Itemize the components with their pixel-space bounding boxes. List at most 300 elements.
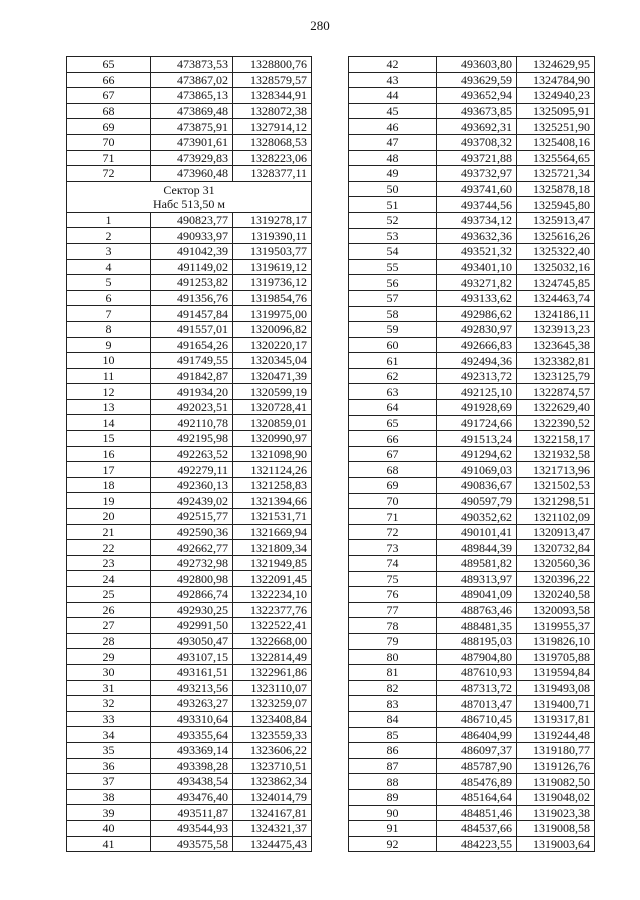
point-number-cell: 61 [349, 353, 437, 369]
x-coordinate-cell: 493741,60 [437, 181, 517, 197]
y-coordinate-cell: 1324784,90 [517, 72, 595, 88]
table-row [67, 680, 312, 696]
y-coordinate-cell: 1325878,18 [517, 181, 595, 197]
point-number-cell: 57 [349, 290, 437, 306]
y-coordinate-cell: 1319180,77 [517, 743, 595, 759]
table-row [349, 88, 595, 104]
y-coordinate-cell: 1323710,51 [233, 758, 312, 774]
point-number-cell: 10 [67, 353, 151, 369]
x-coordinate-cell: 493355,64 [151, 727, 233, 743]
table-row [349, 478, 595, 494]
y-coordinate-cell: 1321102,09 [517, 509, 595, 525]
table-row [349, 618, 595, 634]
table-row [67, 415, 312, 431]
point-number-cell: 73 [349, 540, 437, 556]
y-coordinate-cell: 1320396,22 [517, 571, 595, 587]
y-coordinate-cell: 1319003,64 [517, 836, 595, 852]
x-coordinate-cell: 492279,11 [151, 462, 233, 478]
point-number-cell: 75 [349, 571, 437, 587]
x-coordinate-cell: 473869,48 [151, 103, 233, 119]
table-row [67, 774, 312, 790]
table-row [67, 727, 312, 743]
x-coordinate-cell: 493438,54 [151, 774, 233, 790]
y-coordinate-cell: 1321098,90 [233, 446, 312, 462]
x-coordinate-cell: 491513,24 [437, 431, 517, 447]
point-number-cell: 40 [67, 820, 151, 836]
y-coordinate-cell: 1319503,77 [233, 243, 312, 259]
y-coordinate-cell: 1322377,76 [233, 602, 312, 618]
point-number-cell: 16 [67, 446, 151, 462]
table-row [67, 602, 312, 618]
y-coordinate-cell: 1319975,00 [233, 306, 312, 322]
x-coordinate-cell: 487904,80 [437, 649, 517, 665]
x-coordinate-cell: 484537,66 [437, 821, 517, 837]
y-coordinate-cell: 1322522,41 [233, 618, 312, 634]
table-row [349, 306, 595, 322]
table-row [349, 587, 595, 603]
point-number-cell: 78 [349, 618, 437, 634]
y-coordinate-cell: 1323382,81 [517, 353, 595, 369]
table-row [349, 368, 595, 384]
x-coordinate-cell: 487013,47 [437, 696, 517, 712]
table-row [67, 243, 312, 259]
y-coordinate-cell: 1321669,94 [233, 524, 312, 540]
x-coordinate-cell: 493476,40 [151, 789, 233, 805]
y-coordinate-cell: 1321502,53 [517, 478, 595, 494]
table-row [349, 57, 595, 73]
y-coordinate-cell: 1320345,04 [233, 353, 312, 369]
point-number-cell: 32 [67, 696, 151, 712]
y-coordinate-cell: 1324186,11 [517, 306, 595, 322]
point-number-cell: 71 [349, 509, 437, 525]
x-coordinate-cell: 485787,90 [437, 758, 517, 774]
y-coordinate-cell: 1324014,79 [233, 789, 312, 805]
y-coordinate-cell: 1322874,57 [517, 384, 595, 400]
x-coordinate-cell: 492515,77 [151, 509, 233, 525]
x-coordinate-cell: 493673,85 [437, 103, 517, 119]
y-coordinate-cell: 1320220,17 [233, 337, 312, 353]
y-coordinate-cell: 1319619,12 [233, 259, 312, 275]
y-coordinate-cell: 1322961,86 [233, 664, 312, 680]
point-number-cell: 29 [67, 649, 151, 665]
x-coordinate-cell: 491149,02 [151, 259, 233, 275]
x-coordinate-cell: 491457,84 [151, 306, 233, 322]
table-row [349, 244, 595, 260]
y-coordinate-cell: 1325913,47 [517, 212, 595, 228]
point-number-cell: 12 [67, 384, 151, 400]
x-coordinate-cell: 492360,13 [151, 477, 233, 493]
point-number-cell: 69 [67, 119, 151, 135]
table-row [349, 415, 595, 431]
table-row [349, 836, 595, 852]
table-row [349, 400, 595, 416]
table-row [349, 134, 595, 150]
point-number-cell: 27 [67, 618, 151, 634]
x-coordinate-cell: 485164,64 [437, 789, 517, 805]
y-coordinate-cell: 1319493,08 [517, 680, 595, 696]
x-coordinate-cell: 491557,01 [151, 321, 233, 337]
point-number-cell: 77 [349, 602, 437, 618]
point-number-cell: 55 [349, 259, 437, 275]
table-row [349, 758, 595, 774]
table-row [349, 150, 595, 166]
y-coordinate-cell: 1319736,12 [233, 275, 312, 291]
point-number-cell: 2 [67, 228, 151, 244]
point-number-cell: 35 [67, 742, 151, 758]
y-coordinate-cell: 1323606,22 [233, 742, 312, 758]
x-coordinate-cell: 493744,56 [437, 197, 517, 213]
y-coordinate-cell: 1325095,91 [517, 103, 595, 119]
point-number-cell: 54 [349, 244, 437, 260]
y-coordinate-cell: 1321932,58 [517, 446, 595, 462]
x-coordinate-cell: 490933,97 [151, 228, 233, 244]
x-coordinate-cell: 492866,74 [151, 587, 233, 603]
y-coordinate-cell: 1321531,71 [233, 509, 312, 525]
table-row [349, 665, 595, 681]
point-number-cell: 4 [67, 259, 151, 275]
x-coordinate-cell: 492263,52 [151, 446, 233, 462]
point-number-cell: 79 [349, 633, 437, 649]
point-number-cell: 3 [67, 243, 151, 259]
x-coordinate-cell: 493050,47 [151, 633, 233, 649]
x-coordinate-cell: 490597,79 [437, 493, 517, 509]
x-coordinate-cell: 493692,31 [437, 119, 517, 135]
x-coordinate-cell: 489041,09 [437, 587, 517, 603]
point-number-cell: 84 [349, 711, 437, 727]
point-number-cell: 87 [349, 758, 437, 774]
table-row [67, 571, 312, 587]
x-coordinate-cell: 493133,62 [437, 290, 517, 306]
point-number-cell: 63 [349, 384, 437, 400]
x-coordinate-cell: 492732,98 [151, 555, 233, 571]
x-coordinate-cell: 492991,50 [151, 618, 233, 634]
y-coordinate-cell: 1323862,34 [233, 774, 312, 790]
point-number-cell: 72 [67, 166, 151, 182]
table-row [67, 353, 312, 369]
point-number-cell: 33 [67, 711, 151, 727]
x-coordinate-cell: 491294,62 [437, 446, 517, 462]
y-coordinate-cell: 1319008,58 [517, 821, 595, 837]
table-row [349, 805, 595, 821]
table-row [349, 337, 595, 353]
table-row [67, 306, 312, 322]
table-row [67, 524, 312, 540]
point-number-cell: 68 [349, 462, 437, 478]
table-row [349, 446, 595, 462]
x-coordinate-cell: 488763,46 [437, 602, 517, 618]
y-coordinate-cell: 1319854,76 [233, 290, 312, 306]
point-number-cell: 46 [349, 119, 437, 135]
page-number: 280 [310, 18, 330, 33]
x-coordinate-cell: 473867,02 [151, 72, 233, 88]
table-row [349, 556, 595, 572]
table-row [349, 431, 595, 447]
point-number-cell: 66 [67, 72, 151, 88]
point-number-cell: 67 [349, 446, 437, 462]
x-coordinate-cell: 490352,62 [437, 509, 517, 525]
x-coordinate-cell: 488195,03 [437, 633, 517, 649]
x-coordinate-cell: 484223,55 [437, 836, 517, 852]
y-coordinate-cell: 1328344,91 [233, 88, 312, 104]
point-number-cell: 80 [349, 649, 437, 665]
point-number-cell: 92 [349, 836, 437, 852]
table-row [349, 727, 595, 743]
point-number-cell: 59 [349, 322, 437, 338]
y-coordinate-cell: 1319317,81 [517, 711, 595, 727]
x-coordinate-cell: 473873,53 [151, 57, 233, 73]
x-coordinate-cell: 491356,76 [151, 290, 233, 306]
x-coordinate-cell: 492800,98 [151, 571, 233, 587]
point-number-cell: 43 [349, 72, 437, 88]
table-row [67, 664, 312, 680]
table-row [67, 540, 312, 556]
table-row [349, 602, 595, 618]
point-number-cell: 14 [67, 415, 151, 431]
x-coordinate-cell: 493213,56 [151, 680, 233, 696]
y-coordinate-cell: 1323559,33 [233, 727, 312, 743]
table-row [67, 805, 312, 821]
table-row [349, 384, 595, 400]
y-coordinate-cell: 1325616,26 [517, 228, 595, 244]
y-coordinate-cell: 1320728,41 [233, 399, 312, 415]
y-coordinate-cell: 1324475,43 [233, 836, 312, 852]
point-number-cell: 7 [67, 306, 151, 322]
y-coordinate-cell: 1323913,23 [517, 322, 595, 338]
point-number-cell: 89 [349, 789, 437, 805]
y-coordinate-cell: 1321298,51 [517, 493, 595, 509]
x-coordinate-cell: 473901,61 [151, 134, 233, 150]
x-coordinate-cell: 487610,93 [437, 665, 517, 681]
table-row [67, 337, 312, 353]
point-number-cell: 68 [67, 103, 151, 119]
x-coordinate-cell: 473960,48 [151, 166, 233, 182]
point-number-cell: 9 [67, 337, 151, 353]
point-number-cell: 86 [349, 743, 437, 759]
table-row [349, 711, 595, 727]
y-coordinate-cell: 1325564,65 [517, 150, 595, 166]
y-coordinate-cell: 1321809,34 [233, 540, 312, 556]
y-coordinate-cell: 1320471,39 [233, 368, 312, 384]
x-coordinate-cell: 493398,28 [151, 758, 233, 774]
x-coordinate-cell: 493544,93 [151, 820, 233, 836]
table-row [349, 571, 595, 587]
table-row [67, 57, 312, 73]
x-coordinate-cell: 492439,02 [151, 493, 233, 509]
point-number-cell: 19 [67, 493, 151, 509]
x-coordinate-cell: 484851,46 [437, 805, 517, 821]
y-coordinate-cell: 1323125,79 [517, 368, 595, 384]
y-coordinate-cell: 1322091,45 [233, 571, 312, 587]
point-number-cell: 44 [349, 88, 437, 104]
point-number-cell: 74 [349, 556, 437, 572]
y-coordinate-cell: 1319705,88 [517, 649, 595, 665]
table-row [67, 88, 312, 104]
point-number-cell: 90 [349, 805, 437, 821]
point-number-cell: 47 [349, 134, 437, 150]
sector-header-row [67, 181, 312, 212]
y-coordinate-cell: 1319400,71 [517, 696, 595, 712]
table-row [349, 462, 595, 478]
point-number-cell: 69 [349, 478, 437, 494]
x-coordinate-cell: 493603,80 [437, 57, 517, 73]
table-row [349, 353, 595, 369]
x-coordinate-cell: 491724,66 [437, 415, 517, 431]
x-coordinate-cell: 493161,51 [151, 664, 233, 680]
y-coordinate-cell: 1322814,49 [233, 649, 312, 665]
point-number-cell: 66 [349, 431, 437, 447]
x-coordinate-cell: 493629,59 [437, 72, 517, 88]
x-coordinate-cell: 492830,97 [437, 322, 517, 338]
point-number-cell: 11 [67, 368, 151, 384]
table-row [349, 212, 595, 228]
y-coordinate-cell: 1322158,17 [517, 431, 595, 447]
y-coordinate-cell: 1319126,76 [517, 758, 595, 774]
table-row [67, 742, 312, 758]
y-coordinate-cell: 1325945,80 [517, 197, 595, 213]
point-number-cell: 30 [67, 664, 151, 680]
x-coordinate-cell: 493310,64 [151, 711, 233, 727]
point-number-cell: 82 [349, 680, 437, 696]
x-coordinate-cell: 492313,72 [437, 368, 517, 384]
table-row [349, 680, 595, 696]
point-number-cell: 65 [349, 415, 437, 431]
x-coordinate-cell: 491069,03 [437, 462, 517, 478]
point-number-cell: 28 [67, 633, 151, 649]
table-row [349, 275, 595, 291]
point-number-cell: 39 [67, 805, 151, 821]
point-number-cell: 88 [349, 774, 437, 790]
point-number-cell: 34 [67, 727, 151, 743]
point-number-cell: 21 [67, 524, 151, 540]
point-number-cell: 91 [349, 821, 437, 837]
point-number-cell: 25 [67, 587, 151, 603]
x-coordinate-cell: 487313,72 [437, 680, 517, 696]
table-row [67, 820, 312, 836]
y-coordinate-cell: 1321713,96 [517, 462, 595, 478]
y-coordinate-cell: 1323408,84 [233, 711, 312, 727]
point-number-cell: 62 [349, 368, 437, 384]
x-coordinate-cell: 493575,58 [151, 836, 233, 852]
y-coordinate-cell: 1319082,50 [517, 774, 595, 790]
y-coordinate-cell: 1320096,82 [233, 321, 312, 337]
y-coordinate-cell: 1321394,66 [233, 493, 312, 509]
table-row [349, 181, 595, 197]
table-row [349, 103, 595, 119]
table-row [67, 696, 312, 712]
point-number-cell: 45 [349, 103, 437, 119]
table-row [67, 134, 312, 150]
y-coordinate-cell: 1328377,11 [233, 166, 312, 182]
table-row [349, 540, 595, 556]
table-row [67, 212, 312, 228]
y-coordinate-cell: 1324629,95 [517, 57, 595, 73]
table-row [67, 758, 312, 774]
point-number-cell: 56 [349, 275, 437, 291]
table-row [67, 477, 312, 493]
table-row [67, 446, 312, 462]
table-row [67, 633, 312, 649]
sector-cell [67, 181, 312, 212]
y-coordinate-cell: 1328579,57 [233, 72, 312, 88]
table-row [349, 743, 595, 759]
table-row [67, 618, 312, 634]
x-coordinate-cell: 486710,45 [437, 711, 517, 727]
point-number-cell: 17 [67, 462, 151, 478]
x-coordinate-cell: 491749,55 [151, 353, 233, 369]
table-row [349, 821, 595, 837]
x-coordinate-cell: 492125,10 [437, 384, 517, 400]
y-coordinate-cell: 1325251,90 [517, 119, 595, 135]
point-number-cell: 70 [349, 493, 437, 509]
table-row [67, 384, 312, 400]
point-number-cell: 81 [349, 665, 437, 681]
table-row [67, 103, 312, 119]
x-coordinate-cell: 489581,82 [437, 556, 517, 572]
x-coordinate-cell: 493708,32 [437, 134, 517, 150]
point-number-cell: 18 [67, 477, 151, 493]
point-number-cell: 13 [67, 399, 151, 415]
table-row [67, 836, 312, 852]
y-coordinate-cell: 1325322,40 [517, 244, 595, 260]
point-number-cell: 71 [67, 150, 151, 166]
x-coordinate-cell: 492494,36 [437, 353, 517, 369]
table-row [349, 633, 595, 649]
right-table-rows [349, 57, 595, 852]
y-coordinate-cell: 1325408,16 [517, 134, 595, 150]
table-row [349, 228, 595, 244]
y-coordinate-cell: 1321949,85 [233, 555, 312, 571]
y-coordinate-cell: 1319390,11 [233, 228, 312, 244]
x-coordinate-cell: 490823,77 [151, 212, 233, 228]
point-number-cell: 51 [349, 197, 437, 213]
x-coordinate-cell: 491654,26 [151, 337, 233, 353]
point-number-cell: 67 [67, 88, 151, 104]
table-row [349, 197, 595, 213]
table-row [67, 399, 312, 415]
point-number-cell: 72 [349, 524, 437, 540]
x-coordinate-cell: 491928,69 [437, 400, 517, 416]
table-row [349, 166, 595, 182]
x-coordinate-cell: 493271,82 [437, 275, 517, 291]
x-coordinate-cell: 490836,67 [437, 478, 517, 494]
table-row [349, 290, 595, 306]
x-coordinate-cell: 492662,77 [151, 540, 233, 556]
point-number-cell: 58 [349, 306, 437, 322]
point-number-cell: 20 [67, 509, 151, 525]
y-coordinate-cell: 1320599,19 [233, 384, 312, 400]
x-coordinate-cell: 492110,78 [151, 415, 233, 431]
x-coordinate-cell: 488481,35 [437, 618, 517, 634]
x-coordinate-cell: 492590,36 [151, 524, 233, 540]
y-coordinate-cell: 1322390,52 [517, 415, 595, 431]
y-coordinate-cell: 1320240,58 [517, 587, 595, 603]
table-row [67, 321, 312, 337]
point-number-cell: 50 [349, 181, 437, 197]
table-row [349, 72, 595, 88]
table-row [67, 509, 312, 525]
y-coordinate-cell: 1320913,47 [517, 524, 595, 540]
y-coordinate-cell: 1320093,58 [517, 602, 595, 618]
y-coordinate-cell: 1320560,36 [517, 556, 595, 572]
table-row [349, 509, 595, 525]
x-coordinate-cell: 493734,12 [437, 212, 517, 228]
x-coordinate-cell: 493263,27 [151, 696, 233, 712]
table-row [67, 72, 312, 88]
point-number-cell: 76 [349, 587, 437, 603]
y-coordinate-cell: 1320859,01 [233, 415, 312, 431]
point-number-cell: 24 [67, 571, 151, 587]
y-coordinate-cell: 1323645,38 [517, 337, 595, 353]
